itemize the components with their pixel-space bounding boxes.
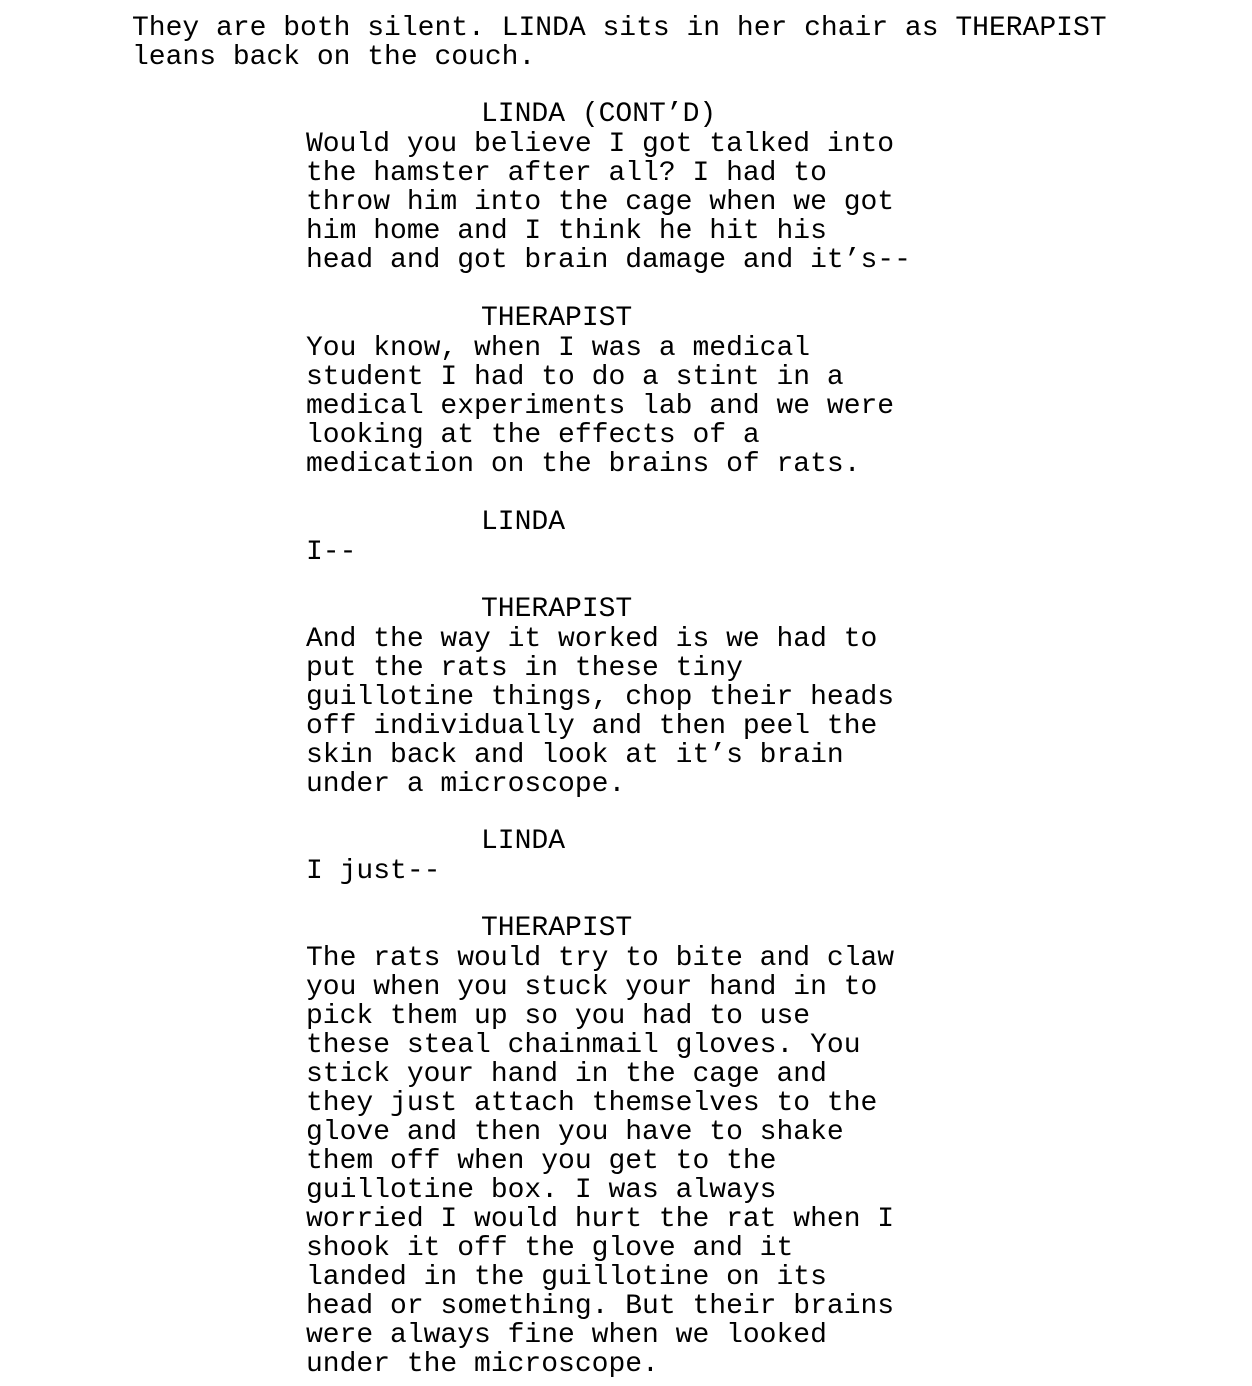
dialogue-text <box>306 944 1006 1379</box>
dialogue-line: under a microscope. <box>306 769 626 800</box>
dialogue-text <box>306 625 1006 799</box>
dialogue-line: The rats would try to bite and claw <box>306 943 895 974</box>
dialogue-line: I just-- <box>306 856 441 887</box>
dialogue-line: glove and then you have to shake <box>306 1117 844 1148</box>
dialogue-line: him home and I think he hit his <box>306 216 827 247</box>
dialogue-text <box>306 334 1006 479</box>
dialogue-line: head and got brain damage and it’s-- <box>306 245 911 276</box>
action-line: leans back on the couch. <box>132 42 536 73</box>
dialogue-line: were always fine when we looked <box>306 1320 827 1351</box>
dialogue-line: Would you believe I got talked into <box>306 129 895 160</box>
character-name: LINDA <box>481 826 566 857</box>
dialogue-line: put the rats in these tiny <box>306 653 743 684</box>
dialogue-line: And the way it worked is we had to <box>306 624 878 655</box>
character-name: THERAPIST <box>481 913 633 944</box>
dialogue-line: worried I would hurt the rat when I <box>306 1204 895 1235</box>
dialogue-line: You know, when I was a medical <box>306 333 811 364</box>
dialogue-line: guillotine box. I was always <box>306 1175 777 1206</box>
dialogue-line: skin back and look at it’s brain <box>306 740 844 771</box>
dialogue-line: I-- <box>306 537 357 568</box>
dialogue-line: throw him into the cage when we got <box>306 187 895 218</box>
dialogue-line: stick your hand in the cage and <box>306 1059 827 1090</box>
dialogue-line: off individually and then peel the <box>306 711 878 742</box>
action-line: They are both silent. LINDA sits in her chair as THERAPIST <box>132 13 1107 44</box>
dialogue-line: them off when you get to the <box>306 1146 777 1177</box>
character-name: THERAPIST <box>481 303 633 334</box>
character-name: LINDA <box>481 507 566 538</box>
dialogue-line: the hamster after all? I had to <box>306 158 827 189</box>
dialogue-line: medical experiments lab and we were <box>306 391 895 422</box>
dialogue-line: student I had to do a stint in a <box>306 362 844 393</box>
dialogue-line: looking at the effects of a <box>306 420 760 451</box>
dialogue-line: they just attach themselves to the <box>306 1088 878 1119</box>
dialogue-line: landed in the guillotine on its <box>306 1262 827 1293</box>
dialogue-line: medication on the brains of rats. <box>306 449 861 480</box>
dialogue-line: under the microscope. <box>306 1349 659 1380</box>
character-name: LINDA (CONT’D) <box>481 99 717 130</box>
dialogue-line: pick them up so you had to use <box>306 1001 811 1032</box>
dialogue-line: these steal chainmail gloves. You <box>306 1030 861 1061</box>
dialogue-text <box>306 857 1006 886</box>
dialogue-text <box>306 538 1006 567</box>
dialogue-line: guillotine things, chop their heads <box>306 682 895 713</box>
dialogue-text <box>306 130 1006 275</box>
dialogue-line: you when you stuck your hand in to <box>306 972 878 1003</box>
dialogue-line: head or something. But their brains <box>306 1291 895 1322</box>
dialogue-line: shook it off the glove and it <box>306 1233 794 1264</box>
character-name: THERAPIST <box>481 594 633 625</box>
action-paragraph <box>132 14 1232 72</box>
